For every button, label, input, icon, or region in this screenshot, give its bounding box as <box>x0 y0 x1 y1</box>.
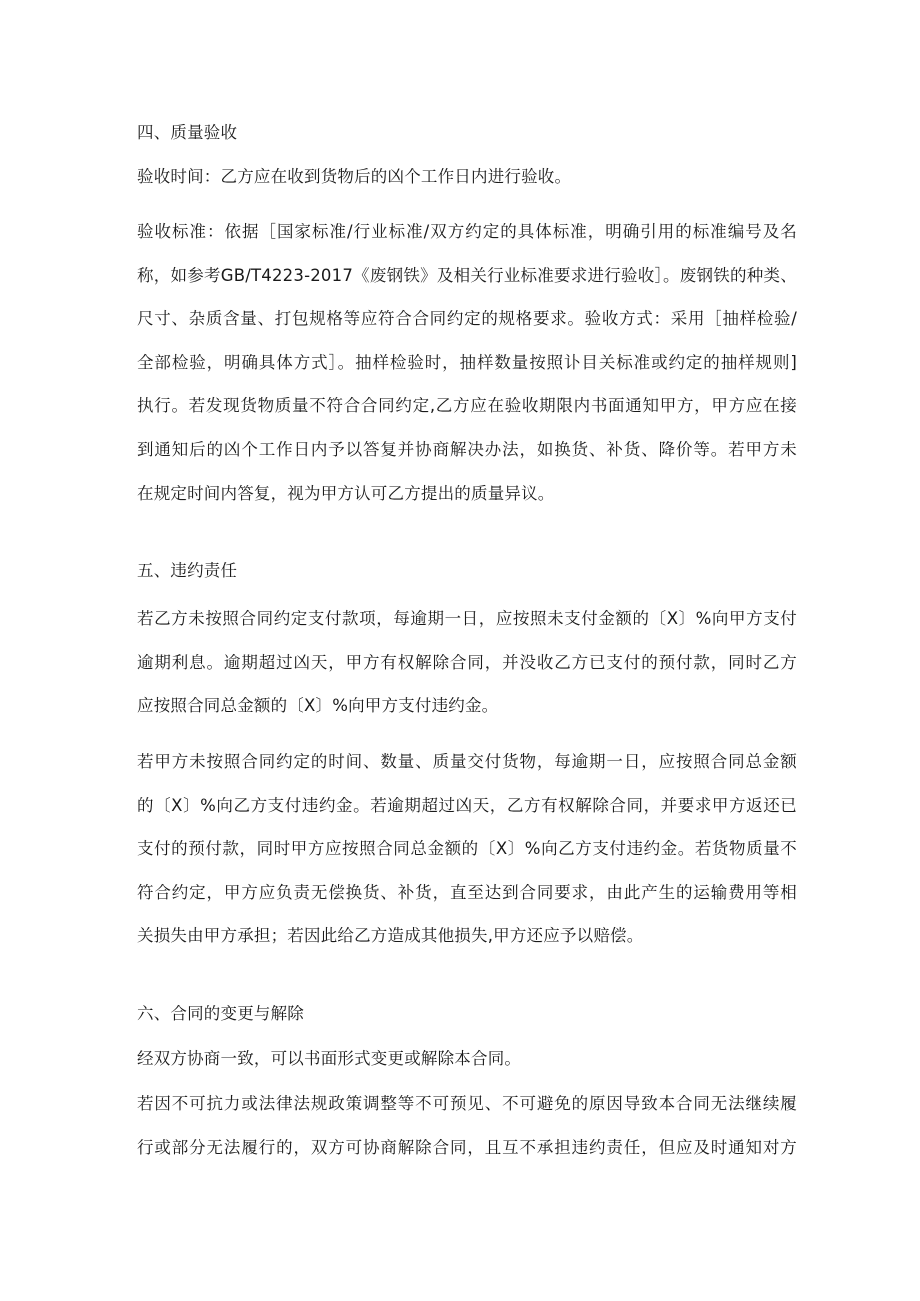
paragraph-force-majeure <box>137 1082 797 1169</box>
section-heading-quality-acceptance <box>137 111 797 155</box>
paragraph-line: 逾期利息。逾期超过凶天，甲方有权解除合同，并没收乙方已支付的预付款，同时乙方 <box>137 652 797 672</box>
heading-text: 四、质量验收 <box>137 123 238 142</box>
paragraph-party-a-breach <box>137 740 797 958</box>
paragraph-line: 应按照合同总金额的〔X〕%向甲方支付违约金。 <box>137 696 499 716</box>
paragraph-party-b-breach <box>137 597 797 728</box>
paragraph-acceptance-standard <box>137 210 797 515</box>
paragraph-line: 执行。若发现货物质量不符合合同约定,乙方应在验收期限内书面通知甲方，甲方应在接 <box>137 396 797 416</box>
paragraph-line: 关损失由甲方承担；若因此给乙方造成其他损失,甲方还应予以赔偿。 <box>137 926 644 946</box>
paragraph-line: 在规定时间内答复，视为甲方认可乙方提出的质量异议。 <box>137 483 555 503</box>
paragraph-line: 若甲方未按照合同约定的时间、数量、质量交付货物，每逾期一日，应按照合同总金额 <box>137 752 797 771</box>
paragraph-line: 验收时间：乙方应在收到货物后的凶个工作日内进行验收。 <box>137 167 572 186</box>
section-heading-contract-change <box>137 992 797 1036</box>
paragraph-mutual-agreement <box>137 1037 797 1081</box>
paragraph-line: 行或部分无法履行的，双方可协商解除合同，且互不承担违约责任，但应及时通知对方 <box>137 1137 797 1157</box>
paragraph-line: 若因不可抗力或法律法规政策调整等不可预见、不可避免的原因导致本合同无法继续履 <box>137 1094 797 1113</box>
paragraph-acceptance-time <box>137 155 797 199</box>
paragraph-line: 若乙方未按照合同约定支付款项，每逾期一日，应按照未支付金额的〔X〕%向甲方支付 <box>137 609 797 628</box>
heading-text: 六、合同的变更与解除 <box>137 1004 304 1023</box>
paragraph-line: 验收标准：依据［国家标准/行业标准/双方约定的具体标准，明确引用的标准编号及名 <box>137 222 797 241</box>
paragraph-line: 尺寸、杂质含量、打包规格等应符合合同约定的规格要求。验收方式：采用［抽样检验/ <box>137 309 797 329</box>
paragraph-line: 符合约定，甲方应负责无偿换货、补货，直至达到合同要求，由此产生的运输费用等相 <box>137 882 797 902</box>
paragraph-line: 到通知后的凶个工作日内予以答复并协商解决办法，如换货、补货、降价等。若甲方未 <box>137 439 797 459</box>
paragraph-line: 的〔X〕%向乙方支付违约金。若逾期超过凶天，乙方有权解除合同，并要求甲方返还已 <box>137 795 797 815</box>
paragraph-line: 称，如参考GB/T4223-2017《废钢铁》及相关行业标准要求进行验收］。废钢铁的种类、 <box>137 265 797 285</box>
paragraph-line: 经双方协商一致，可以书面形式变更或解除本合同。 <box>137 1049 522 1068</box>
heading-text: 五、违约责任 <box>137 561 238 580</box>
paragraph-line: 支付的预付款，同时甲方应按照合同总金额的〔X〕%向乙方支付违约金。若货物质量不 <box>137 839 797 859</box>
section-heading-breach-liability <box>137 549 797 593</box>
paragraph-line: 全部检验，明确具体方式］。抽样检验时，抽样数量按照讣目关标准或约定的抽样规则] <box>137 352 797 372</box>
